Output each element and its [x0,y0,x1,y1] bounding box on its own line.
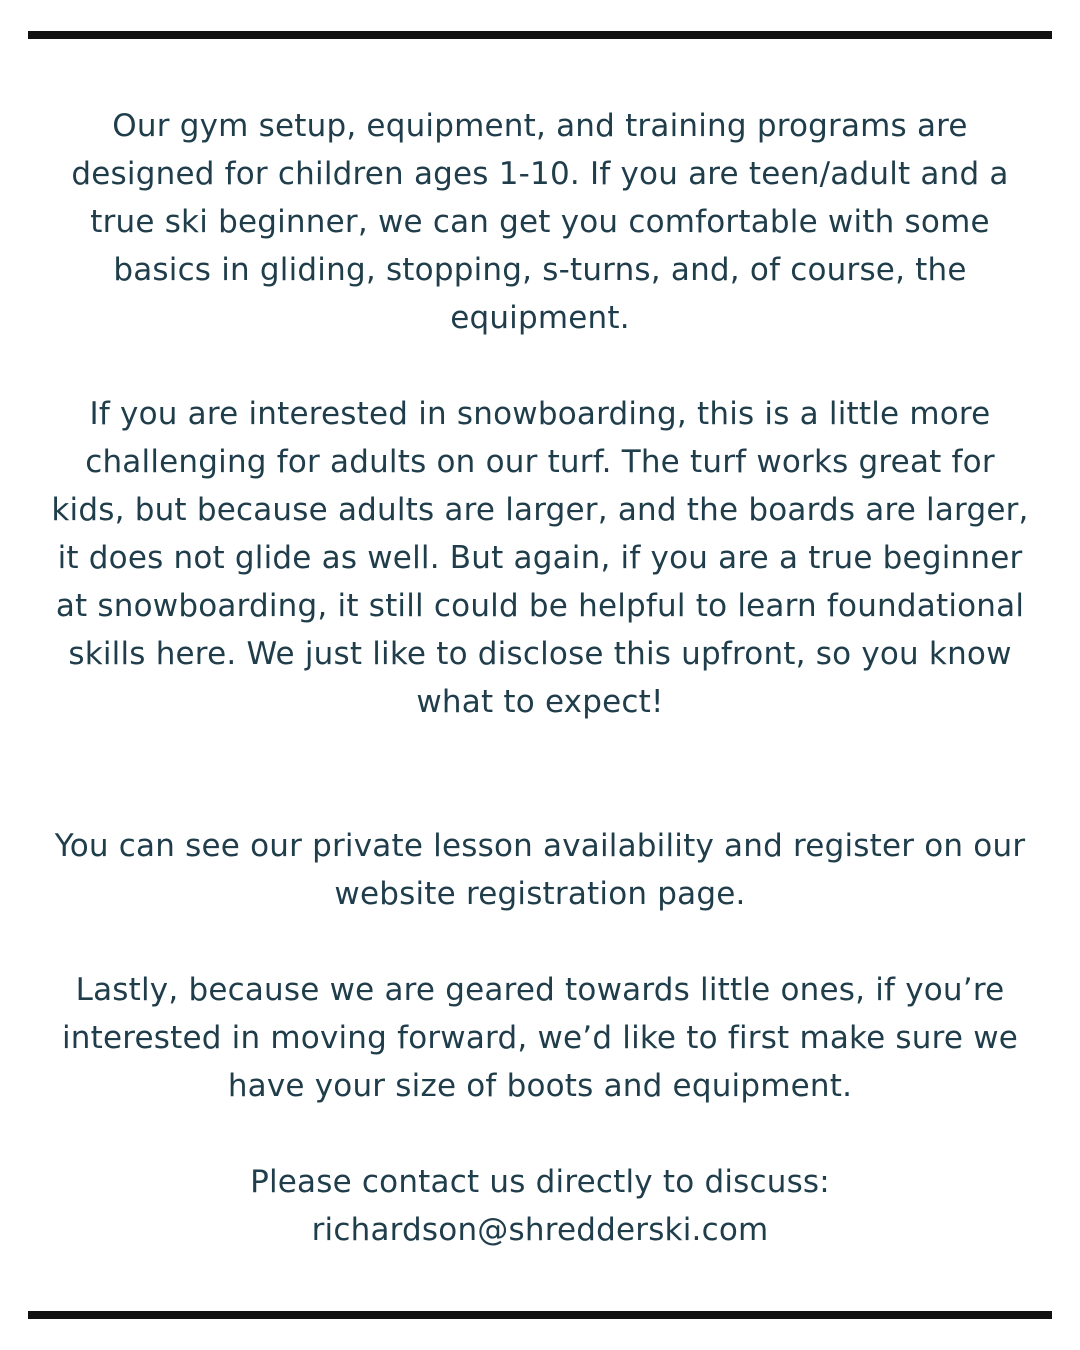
document-body [50,102,1030,1254]
paragraph-lastly: Lastly, because we are geared towards little ones, if you’re interested in moving forward, we’d like to first make sure we have your size of boots and equipment. [61,972,1019,1104]
paragraph-registration: You can see our private lesson availability and register on our website registration page. [54,828,1026,912]
paragraph-gym-setup: Our gym setup, equipment, and training programs are designed for children ages 1-10. If you are teen/adult and a true ski beginner, we can get you comfortable with some basics in gliding, stopping, s-turns, and, of course, the equipment. [71,108,1009,336]
contact-block [50,1158,1030,1254]
top-divider [28,31,1052,39]
paragraph-snowboarding: If you are interested in snowboarding, this is a little more challenging for adults on our turf. The turf works great for kids, but because adults are larger, and the boards are larger, it does not glide as well. But again, if you are a true beginner at snowboarding, it still could be helpful to learn foundational skills here. We just like to disclose this upfront, so you know what to expect! [51,396,1029,720]
bottom-divider [28,1311,1052,1319]
contact-label: Please contact us directly to discuss: [250,1164,830,1200]
contact-email-link[interactable]: richardson@shredderski.com [311,1212,769,1248]
